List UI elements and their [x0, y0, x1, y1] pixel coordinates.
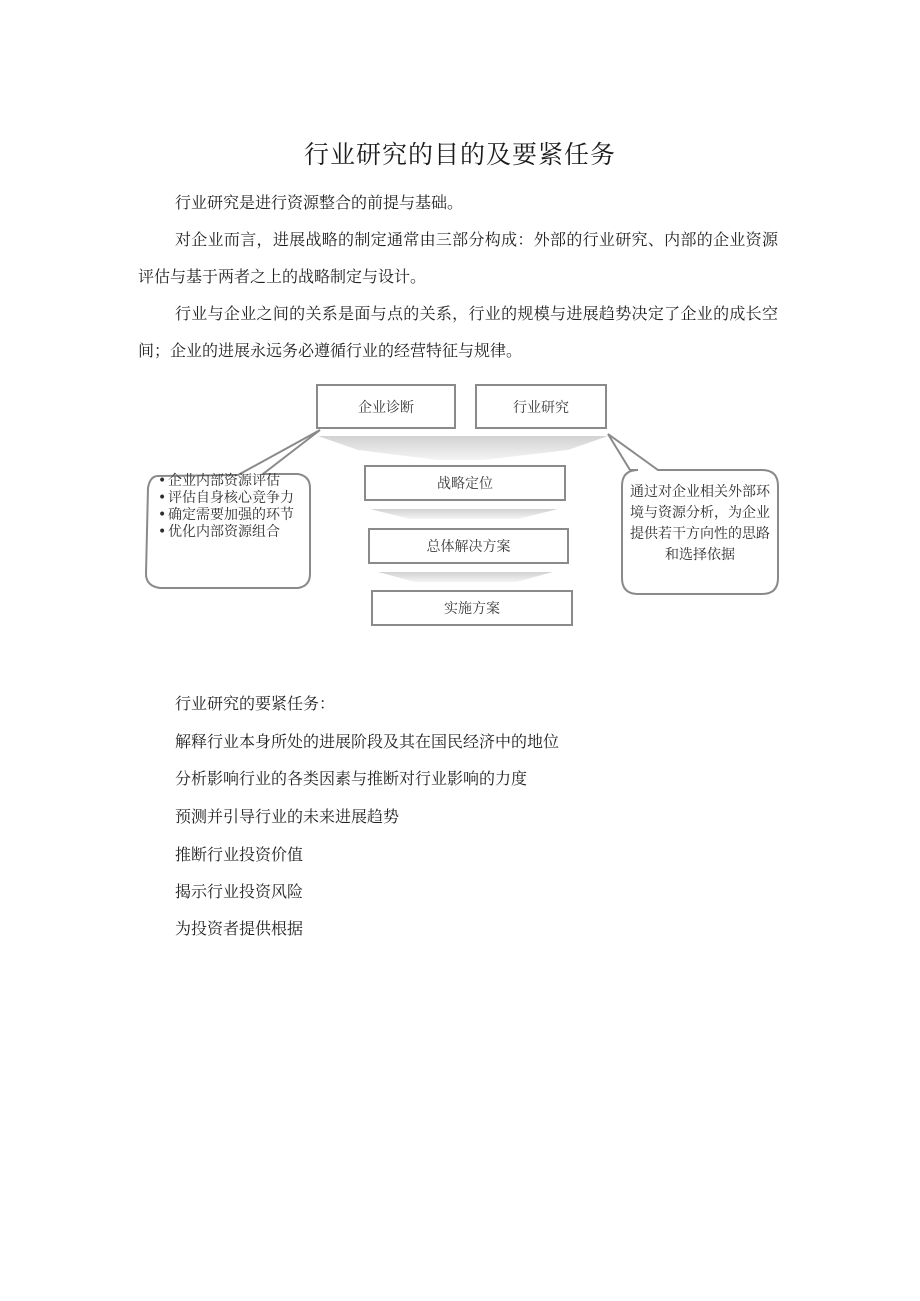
paragraph-3: 行业与企业之间的关系是面与点的关系，行业的规模与进展趋势决定了企业的成长空间；企业的进展永远务必遵循行业的经营特征与规律。	[138, 304, 778, 360]
task-item: 分析影响行业的各类因素与推断对行业影响的力度	[175, 769, 528, 788]
task-item: 解释行业本身所处的进展阶段及其在国民经济中的地位	[175, 732, 560, 751]
task-item: 为投资者提供根据	[175, 919, 304, 938]
paragraph-2: 对企业而言，进展战略的制定通常由三部分构成：外部的行业研究、内部的企业资源评估与基于两者之上的战略制定与设计。	[138, 230, 778, 286]
box-enterprise-diagnosis: 企业诊断	[316, 384, 456, 429]
document-title: 行业研究的目的及要紧任务	[303, 140, 616, 169]
left-bubble-item: • 企业内部资源评估	[158, 473, 302, 490]
paragraph-1: 行业研究是进行资源整合的前提与基础。	[175, 193, 464, 212]
left-bubble-item: • 评估自身核心竞争力	[158, 490, 302, 507]
step-arrow-1	[370, 509, 558, 519]
box-strategic-positioning: 战略定位	[364, 465, 566, 501]
task-item: 预测并引导行业的未来进展趋势	[175, 807, 400, 826]
left-bubble-item: • 确定需要加强的环节	[158, 507, 302, 524]
box-industry-research: 行业研究	[475, 384, 607, 429]
tasks-heading: 行业研究的要紧任务：	[175, 694, 336, 713]
left-bubble-list	[144, 471, 306, 589]
task-item: 揭示行业投资风险	[175, 882, 304, 901]
step-arrow-2	[378, 572, 553, 582]
strategy-diagram	[138, 378, 783, 633]
box-implementation-plan: 实施方案	[371, 590, 573, 626]
task-item: 推断行业投资价值	[175, 845, 304, 864]
right-bubble-text: 通过对企业相关外部环境与资源分析，为企业提供若干方向性的思路和选择依据	[630, 484, 770, 563]
left-bubble-item: • 优化内部资源组合	[158, 524, 302, 541]
top-funnel-shape	[318, 436, 608, 460]
box-overall-solution: 总体解决方案	[368, 528, 569, 564]
